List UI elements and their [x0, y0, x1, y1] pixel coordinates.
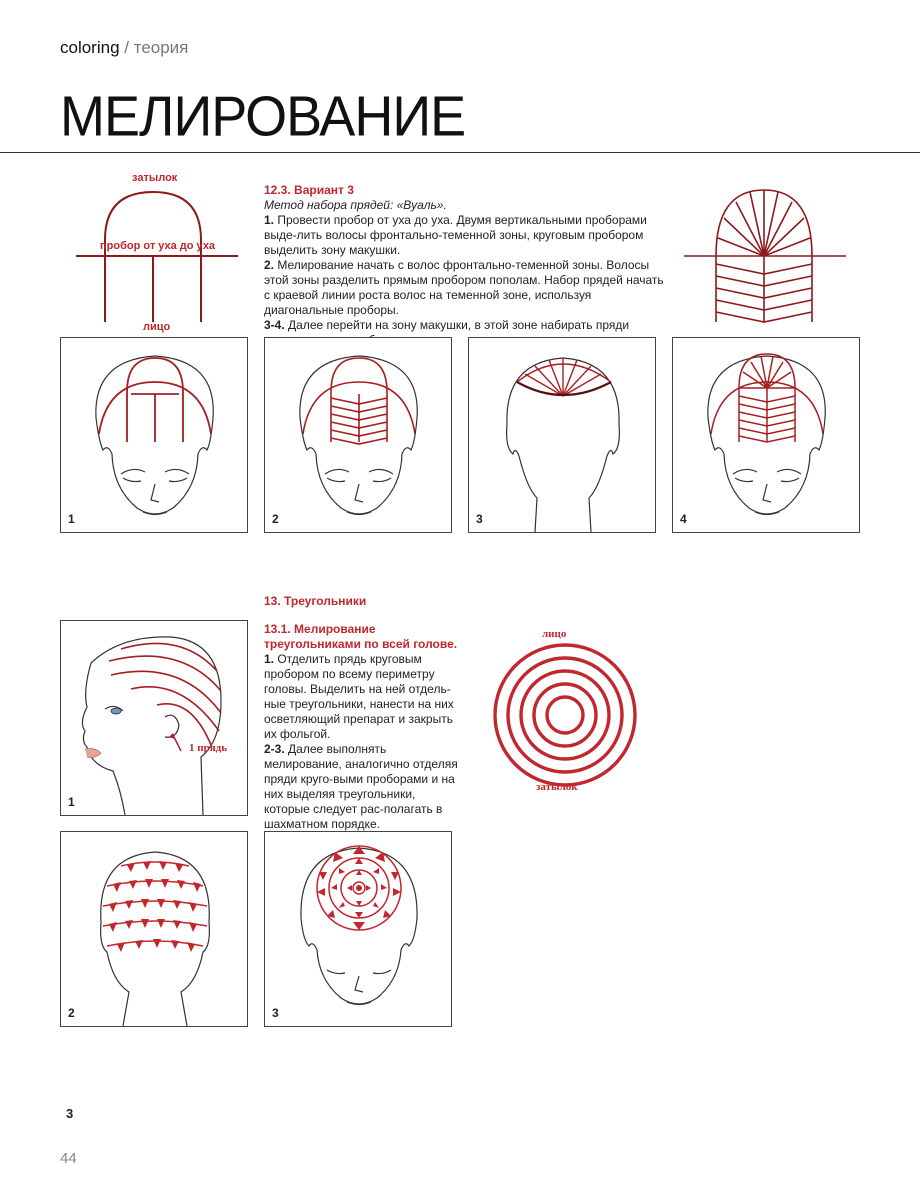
head-top-triangles-illustration [265, 832, 453, 1028]
panel-number: 4 [680, 512, 687, 526]
panel-number: 1 [68, 512, 75, 526]
head-profile-illustration [61, 621, 249, 817]
section-13-step-2-3: 2-3. Далее выполнять мелирование, аналогично отделяя пряди круго-выми проборами и на них выделяя треугольники, которые следует рас-полагать в шахматном порядке. [264, 742, 458, 831]
head-front-diagonal-illustration [265, 338, 453, 534]
variant-method: Метод набора прядей: «Вуаль». [264, 198, 447, 212]
variant-step-1: 1. Провести пробор от уха до уха. Двумя вертикальными проборами выде-лить волосы фронтально-теменной зоны, круговым пробором выделить зону макушки. [264, 213, 647, 257]
figure-panel-back-triangles [60, 831, 248, 1027]
running-header [60, 38, 188, 58]
header-brand: coloring [60, 38, 120, 57]
head-back-radial-illustration [469, 338, 657, 534]
head-back-triangles-illustration [61, 832, 249, 1028]
section-13-step-1: 1. Отделить прядь круговым пробором по всему периметру головы. Выделить на ней отдель-ные треугольники, нанести на них осветляющий препарат и закрыть их фольгой. [264, 652, 454, 741]
figure-panel-side [60, 620, 248, 816]
panel-number: 3 [272, 1006, 279, 1020]
figure-number: 3 [66, 1106, 74, 1121]
figure-panel-3 [468, 337, 656, 533]
variant-heading: 12.3. Вариант 3 [264, 183, 354, 197]
panel-number: 2 [68, 1006, 75, 1020]
variant-step-3-4: 3-4. Далее перейти на зону макушки, в этой зоне набирать пряди [264, 318, 630, 332]
figure-panel-4 [672, 337, 860, 533]
label-ear-to-ear: пробор от уха до уха [100, 240, 216, 252]
header-separator: / [119, 38, 134, 57]
strand-note: 1 прядь [189, 742, 228, 754]
label-nape: затылок [132, 172, 178, 184]
head-front-illustration [61, 338, 249, 534]
page-number: 44 [60, 1150, 77, 1167]
panel-number: 1 [68, 795, 75, 809]
figure-panel-1 [60, 337, 248, 533]
variant-step-2: 2. Мелирование начать с волос фронтально-теменной зоны. Волосы этой зоны разделить прямым пробором пополам. Набор прядей начать с краевой линии роста волос на теменной зоне, используя диагональные проборы. [264, 258, 664, 317]
circle-label-nape: затылок [536, 781, 578, 793]
label-face: лицо [143, 321, 171, 333]
title-rule [0, 152, 920, 153]
head-front-combined-illustration [673, 338, 861, 534]
figure-panel-2 [264, 337, 452, 533]
page-title: МЕЛИРОВАНИЕ [60, 85, 466, 149]
figure-panel-top-triangles [264, 831, 452, 1027]
circle-label-face: лицо [542, 628, 567, 640]
concentric-circles-diagram [490, 640, 640, 790]
variant-3-text [264, 183, 664, 348]
section-13-text [264, 622, 460, 832]
header-section: теория [133, 38, 189, 57]
radial-parting-diagram [680, 180, 850, 330]
parting-diagram [70, 170, 250, 340]
section-13-title: 13. Треугольники [264, 594, 367, 608]
panel-number: 3 [476, 512, 483, 526]
panel-number: 2 [272, 512, 279, 526]
section-13-subheading: 13.1. Мелирование треугольниками по всей голове. [264, 622, 458, 651]
